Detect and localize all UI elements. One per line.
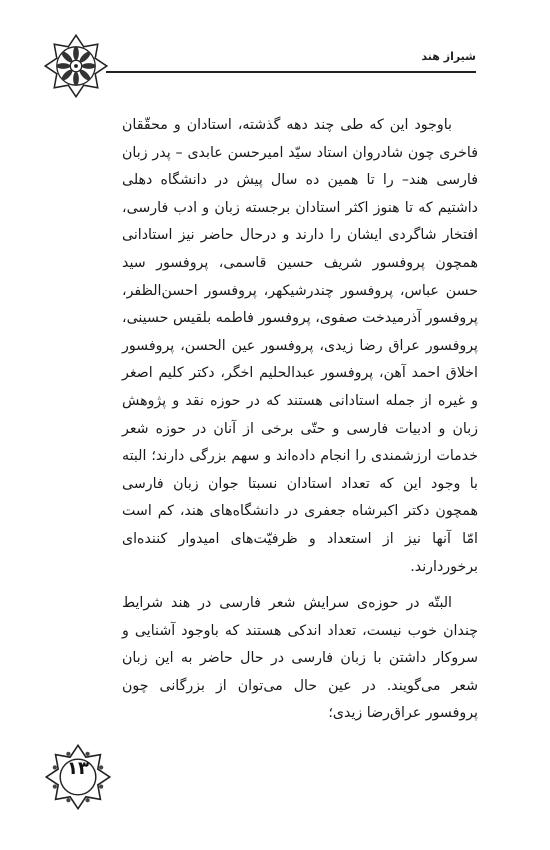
paragraph-1: باوجود این که طی چند دهه گذشته، استادان و محقّقان فاخری چون شادروان استاد سیّد امیرحسن عابدی – پدر زبان فارسی هند– را تا همین ده سال پیش در دانشگاه دهلی داشتیم که تا هنوز اکثر استادان برجسته زبان و ادب فارسی، افتخار شاگردی ایشان را دارند و درحال حاضر نیز استادانی همچون پروفسور شریف حسین قاسمی، پروفسور سید حسن عباس، پروفسور چندرشیکهر، پروفسور احسن‌الظفر، پروفسور آذرمیدخت صفوی، پروفسور فاطمه بلقیس حسینی، پروفسور عراق رضا زیدی، پروفسور عین الحسن، پروفسور اخلاق احمد آهن، پروفسور عبدالحلیم اخگر، دکتر کلیم اصغر و غیره از جمله استادانی هستند که در حوزه نقد و پژوهش زبان و ادبیات فارسی و حتّی برخی از آنان در حوزه شعر خدمات ارزشمندی را انجام داده‌اند و سهم بزرگی دارند؛ البته با وجود این که تعداد استادان نسبتا جوان زبان فارسی همچون دکتر اکبرشاه جعفری در دانشگاه‌های هند، کم است امّا آنها نیز از استعداد و ظرفیّت‌های امیدوار کننده‌ای برخوردارند. — [122, 117, 478, 575]
paragraph-2: البتّه در حوزه‌ی سرایش شعر فارسی در هند شرایط چندان خوب نیست، تعداد اندکی هستند که باوجود آشنایی و سروکار داشتن با زبان فارسی در حال حاضر به این زبان شعر می‌گویند. در عین حال می‌توان از بزرگانی چون پروفسور عراق‌رضا زیدی؛ — [122, 595, 478, 722]
page-body — [122, 112, 478, 728]
running-title: شیراز هند — [421, 50, 476, 63]
page-number: ۱۳ — [67, 758, 89, 779]
header-rule — [106, 71, 476, 73]
header-rosette-icon — [44, 34, 108, 98]
